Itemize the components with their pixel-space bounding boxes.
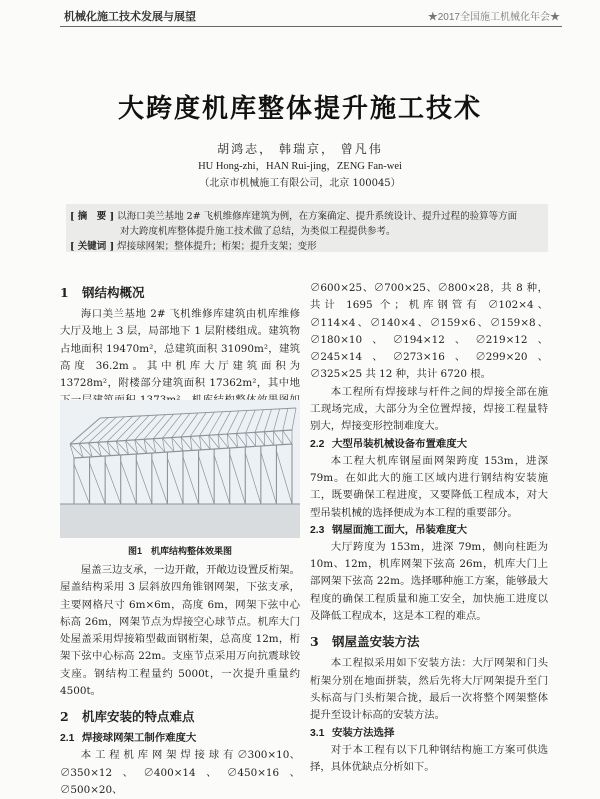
paper-title: 大跨度机库整体提升施工技术 — [0, 88, 600, 125]
running-header-left: 机械化施工技术发展与展望 — [64, 8, 196, 24]
abstract-line-2 — [120, 223, 396, 237]
keywords-line — [70, 238, 317, 252]
section-heading-2: 2 机库安装的特点难点 — [60, 704, 300, 730]
affiliation: （北京市机械施工有限公司，北京 100045） — [0, 174, 600, 189]
keywords-text: 焊接球网架；整体提升；桁架；提升支架；变形 — [117, 241, 317, 252]
abstract-text-1: 以海口美兰基地 2# 飞机维修库建筑为例，在方案确定、提升系统设计、提升过程的验算等方面 — [117, 211, 517, 222]
keywords-label: [ 关键词 ] — [70, 241, 114, 252]
subsection-heading-2-2: 2.2 大型吊装机械设备布置难度大 — [310, 436, 548, 453]
paragraph-pipe-specs: ∅600×25、∅700×25、∅800×28，共 8 种，共计 1695 个；机库钢管有 ∅102×4、∅114×4、∅140×4、∅159×6、∅159×8、∅180×10、∅194×12、∅219×12、∅245×14、∅273×16、∅299×20、∅325×25 共 12 种，共计 6720 根。 — [310, 280, 548, 384]
paragraph-method-selection: 对于本工程有以下几种钢结构施工方案可供选择，具体优缺点分析如下。 — [310, 742, 548, 777]
header-rule — [60, 26, 562, 27]
paragraph-roof-structure: 屋盖三边支承，一边开敞，开敞边设置反桁架。屋盖结构采用 3 层斜放四角锥钢网架，下弦支承，主要网格尺寸 6m×6m，高度 6m，网架下弦中心标高 26m，网架节点为焊接空心球节点。机库大门处屋盖采用焊接箱型截面钢桁架，总高度 12m，桁架下弦中心标高 22m。支座节点采用万向抗震球铰支座。钢结构工程量约 5000t，一次提升重量约 4500t。 — [60, 562, 300, 700]
abstract-label: [ 摘 要 ] — [70, 211, 114, 222]
paragraph-install-method: 本工程拟采用如下安装方法：大厅网架和门头桁架分别在地面拼装，然后先将大厅网架提升至门头标高与门头桁架合拢，最后一次将整个网架整体提升至设计标高的安装方法。 — [310, 655, 548, 724]
figure-caption: 图1 机库结构整体效果图 — [60, 544, 300, 557]
running-header-right: ★2017全国施工机械化年会★ — [428, 8, 560, 23]
paragraph-overview: 海口美兰基地 2# 飞机维修库建筑由机库维修大厅及地上 3 层，局部地下 1 层附楼组成。建筑物占地面积 19470m²，总建筑面积 31090m²，建筑高度 36.2m。其中机库大厅建筑面积为 13728m²，附楼部分建筑面积 17362m²，其中地 — [60, 306, 300, 427]
paragraph-crane-layout: 本工程大机库钢屋面网架跨度 153m，进深 79m。在如此大的施工区域内进行钢结构安装施工，既要确保工程进度，又要降低工程成本，对大型吊装机械的选择便成为本工程的重要部分。 — [310, 453, 548, 522]
left-column-bottom — [60, 562, 300, 799]
section-heading-1: 1 钢结构概况 — [60, 280, 300, 306]
paragraph-roof-area: 大厅跨度为 153m，进深 79m，侧向柱距为 10m、12m，机库网架下弦高 26m，机库大门上部网架下弦高 22m。选择哪种施工方案，能够最大程度的确保工程质量和施工安全，加快施工进度以及降低工程成本，这是本工程的难点。 — [310, 539, 548, 625]
subsection-heading-3-1: 3.1 安装方法选择 — [310, 725, 548, 742]
figure-hangar-render — [60, 400, 300, 538]
authors-chinese: 胡鸿志， 韩瑞京， 曾凡伟 — [0, 140, 600, 157]
authors-english: HU Hong-zhi，HAN Rui-jing，ZENG Fan-wei — [0, 158, 600, 173]
truss-member — [264, 432, 265, 446]
paragraph-welding: 本工程所有焊接球与杆件之间的焊接全部在施工现场完成，大部分为全位置焊接，焊接工程量特别大，焊接变形控制难度大。 — [310, 384, 548, 436]
subsection-heading-2-3: 2.3 钢屋面施工面大，吊装难度大 — [310, 522, 548, 539]
section-heading-3: 3 钢屋盖安装方法 — [310, 629, 548, 655]
abstract-line-1 — [70, 208, 517, 222]
subsection-heading-2-1: 2.1 焊接球网架工制作难度大 — [60, 730, 300, 747]
abstract-text-2: 对大跨度机库整体提升施工技术做了总结，为类似工程提供参考。 — [120, 226, 396, 237]
hangar-illustration — [60, 400, 300, 538]
right-column — [310, 280, 548, 776]
paragraph-weld-balls: 本 工 程 机 库 网 架 焊 接 球 有 ∅300×10、∅350×12、∅400×14、∅450×16、∅500×20、 — [60, 747, 300, 799]
